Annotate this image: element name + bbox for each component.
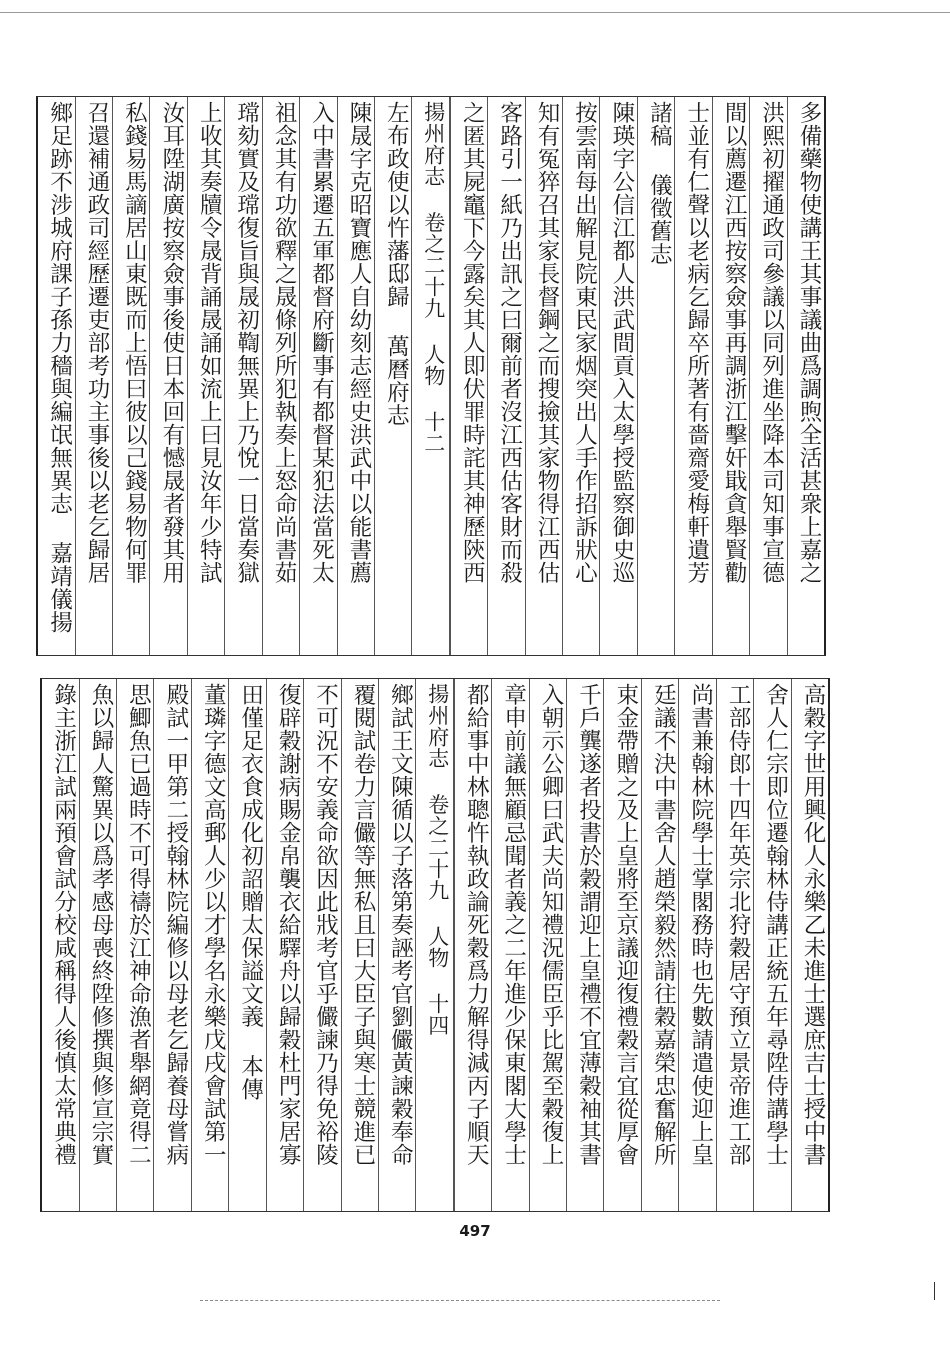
text-column: 舍人仁宗即位遷翰林侍講正統五年尋陞侍講學士 (753, 679, 790, 1211)
center-margin-title: 揚州府志 卷之二十九 人物 十四 (415, 679, 453, 1211)
text-column: 士並有仁聲以老病乞歸卒所著有嗇齋愛梅軒遺芳 (674, 97, 711, 655)
text-column: 高穀字世用興化人永樂乙未進士選庶吉士授中書 (791, 679, 828, 1211)
text-column: 之匿其屍竈下今露矣其人即伏罪時詫其神歷陝西 (450, 97, 487, 655)
text-column: 都給事中林聰忤執政論死穀爲力解得減丙子順天 (454, 679, 491, 1211)
text-column: 不可況不安義命欲因此戕考官乎儼諫乃得免裕陵 (303, 679, 340, 1211)
top-text-block (36, 96, 826, 656)
text-column: 入朝示公卿曰武夫尚知禮況儒臣乎比駕至穀復上 (529, 679, 566, 1211)
bottom-rule (200, 1300, 720, 1301)
text-column: 尚書兼翰林院學士掌閣務時也先數請遣使迎上皇 (678, 679, 715, 1211)
text-column: 束金帶贈之及上皇將至京議迎復禮穀言宜從厚會 (603, 679, 640, 1211)
text-column: 私錢易馬謫居山東既而上悟曰彼以己錢易物何罪 (112, 97, 149, 655)
text-column: 鄉試王文陳循以子落第奏誣考官劉儼黃諫穀奉命 (378, 679, 415, 1211)
text-column: 汝耳陞湖廣按察僉事後使日本回有憾晟者發其用 (149, 97, 186, 655)
text-column: 覆閱試卷力言儼等無私且曰大臣子與寒士競進已 (341, 679, 378, 1211)
text-column: 廷議不決中書舍人趙榮毅然請往穀嘉榮忠奮解所 (641, 679, 678, 1211)
page-number: 497 (459, 1222, 491, 1240)
edge-mark (934, 1282, 935, 1300)
text-column: 鄉足跡不涉城府課子孫力穡與編氓無異志 嘉靖儀揚 (46, 101, 73, 634)
text-column: 按雲南每出解見院東民家烟突出人手作招訴狀心 (562, 97, 599, 655)
text-column: 錄主浙江試兩預會試分校咸稱得人後慎太常典禮 (50, 683, 77, 1166)
text-column: 章申前議無顧忌聞者義之二年進少保東閣大學士 (491, 679, 528, 1211)
text-column: 陳瑛字公信江都人洪武間貢入太學授監察御史巡 (599, 97, 636, 655)
bottom-columns (42, 679, 828, 1211)
text-column: 入中書累遷五軍都督府斷事有都督某犯法當死太 (299, 97, 336, 655)
bottom-text-block (40, 678, 830, 1212)
top-columns (38, 97, 824, 655)
text-column: 千戶龔遂者投書於穀謂迎上皇禮不宜薄穀袖其書 (566, 679, 603, 1211)
text-column: 上收其奏牘令晟背誦晟誦如流上曰見汝年少特試 (187, 97, 224, 655)
text-column: 召還補通政司經歷遷吏部考功主事後以老乞歸居 (75, 97, 112, 655)
text-column: 殿試一甲第二授翰林院編修以母老乞歸養母嘗病 (153, 679, 190, 1211)
text-column: 工部侍郎十四年英宗北狩穀居守預立景帝進工部 (716, 679, 753, 1211)
center-margin-title: 揚州府志 卷之二十九 人物 十二 (411, 97, 449, 655)
text-column: 客路引一紙乃出訊之曰爾前者沒江西估客財而殺 (487, 97, 524, 655)
text-column: 多備藥物使講王其事議曲爲調煦全活甚衆上嘉之 (787, 97, 824, 655)
text-column: 左布政使以忤藩邸歸 萬曆府志 (374, 97, 411, 655)
text-column: 復辟穀謝病賜金帛襲衣給驛舟以歸穀杜門家居寡 (266, 679, 303, 1211)
text-column: 知有冤猝召其家長督鋼之而搜撿其家物得江西估 (525, 97, 562, 655)
text-column: 陳晟字克昭寶應人自幼刻志經史洪武中以能書薦 (337, 97, 374, 655)
text-column: 思鯽魚已過時不可得禱於江神命漁者舉網竟得二 (116, 679, 153, 1211)
text-column: 董璘字德文高郵人少以才學名永樂戊戌會試第一 (191, 679, 228, 1211)
text-column: 田僅足衣食成化初詔贈太保謚文義 本傳 (228, 679, 265, 1211)
text-column: 瑺劾實及瑺復旨與晟初鞫無異上乃悅一日當奏獄 (224, 97, 261, 655)
text-column: 諸稿 儀徵舊志 (637, 97, 674, 655)
text-column: 洪熙初擢通政司參議以同列進坐降本司知事宣德 (749, 97, 786, 655)
text-column: 魚以歸人驚異以爲孝感母喪終陞修撰與修宣宗實 (79, 679, 116, 1211)
text-column: 間以薦遷江西按察僉事再調浙江擊奸戢貪舉賢勸 (712, 97, 749, 655)
top-rule (0, 12, 950, 13)
text-column: 祖念其有功欲釋之晟條列所犯執奏上怒命尚書茹 (262, 97, 299, 655)
